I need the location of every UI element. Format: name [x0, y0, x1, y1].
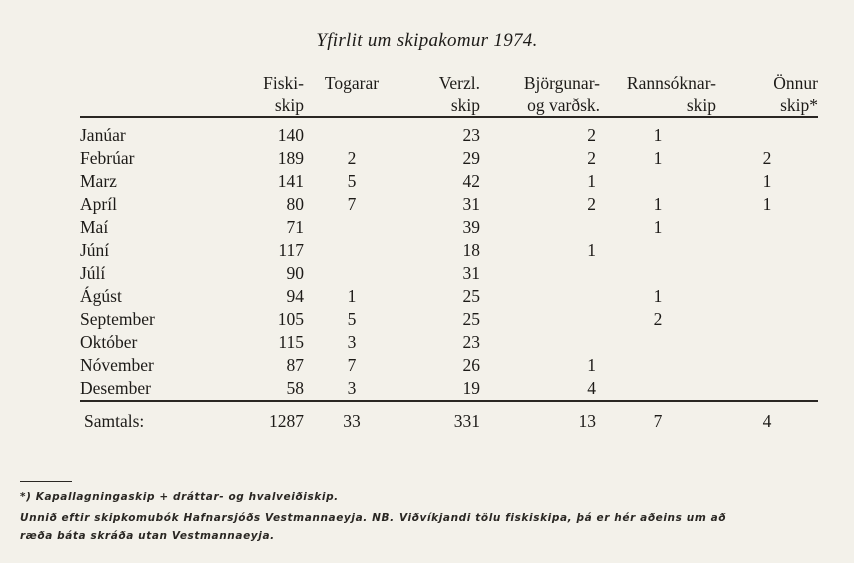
cell-togarar: 3	[347, 378, 357, 398]
cell-togarar: 1	[347, 286, 357, 306]
cell-verzlskip: 23	[462, 125, 480, 145]
cell-rannsoknar: 1	[653, 217, 663, 237]
col-header-onnur: Önnur skip*	[716, 72, 818, 117]
table-row	[80, 216, 818, 239]
cell-fiskiskip: 105	[277, 309, 304, 329]
table-row	[80, 170, 818, 193]
cell-togarar: 7	[347, 355, 357, 375]
month-cell: Marz	[80, 171, 117, 191]
cell-verzlskip: 26	[462, 355, 480, 375]
cell-verzlskip: 19	[462, 378, 480, 398]
cell-togarar	[304, 216, 400, 239]
total-fiskiskip: 1287	[234, 401, 304, 440]
totals-row	[80, 401, 818, 440]
month-cell: Ágúst	[80, 286, 122, 306]
cell-fiskiskip: 115	[278, 332, 304, 352]
cell-bjorgunar	[480, 262, 600, 285]
total-rannsoknar: 7	[600, 401, 716, 440]
table-row	[80, 262, 818, 285]
total-verzlskip: 331	[400, 401, 480, 440]
footnote-source-line2: ræða báta skráða utan Vestmannaeyja.	[20, 530, 275, 542]
cell-togarar	[304, 117, 400, 147]
cell-fiskiskip: 58	[286, 378, 304, 398]
month-cell: Október	[80, 332, 138, 352]
cell-bjorgunar	[480, 308, 600, 331]
col-header-bjorgunar: Björgunar- og varðsk.	[480, 72, 600, 117]
month-cell: Desember	[80, 378, 151, 398]
cell-fiskiskip: 189	[277, 148, 304, 168]
cell-verzlskip: 31	[462, 194, 480, 214]
month-cell: Janúar	[80, 125, 126, 145]
month-cell: Apríl	[80, 194, 117, 214]
cell-rannsoknar	[600, 377, 716, 401]
cell-rannsoknar: 2	[653, 309, 663, 329]
cell-togarar	[304, 239, 400, 262]
cell-onnur	[716, 377, 818, 401]
cell-togarar	[304, 262, 400, 285]
cell-fiskiskip: 71	[286, 217, 304, 237]
cell-verzlskip: 39	[462, 217, 480, 237]
cell-rannsoknar: 1	[653, 125, 663, 145]
cell-rannsoknar: 1	[653, 148, 663, 168]
col-header-togarar: Togarar	[304, 72, 400, 117]
total-bjorgunar: 13	[480, 401, 600, 440]
cell-verzlskip: 25	[462, 286, 480, 306]
cell-rannsoknar	[600, 262, 716, 285]
cell-fiskiskip: 80	[286, 194, 304, 214]
table-row	[80, 239, 818, 262]
cell-onnur	[716, 354, 818, 377]
table-row	[80, 308, 818, 331]
header-row	[80, 72, 818, 117]
table-row	[80, 354, 818, 377]
month-cell: Maí	[80, 217, 109, 237]
cell-togarar: 5	[347, 309, 357, 329]
table-row	[80, 117, 818, 147]
cell-togarar: 2	[347, 148, 357, 168]
cell-togarar: 3	[347, 332, 357, 352]
table-row	[80, 331, 818, 354]
cell-bjorgunar: 2	[587, 194, 596, 214]
cell-verzlskip: 29	[462, 148, 480, 168]
total-togarar: 33	[304, 401, 400, 440]
cell-onnur	[716, 216, 818, 239]
cell-fiskiskip: 90	[286, 263, 304, 283]
cell-onnur	[716, 331, 818, 354]
cell-bjorgunar: 4	[587, 378, 596, 398]
table-row	[80, 147, 818, 170]
totals-label: Samtals:	[80, 401, 234, 440]
month-cell: September	[80, 309, 155, 329]
footnote-asterisk: *) Kapallagningaskip + dráttar- og hvalveiðiskip.	[20, 491, 339, 503]
cell-onnur	[716, 262, 818, 285]
cell-fiskiskip: 94	[286, 286, 304, 306]
col-header-verzlskip: Verzl. skip	[400, 72, 480, 117]
month-cell: Nóvember	[80, 355, 154, 375]
cell-verzlskip: 42	[462, 171, 480, 191]
cell-onnur	[716, 117, 818, 147]
cell-togarar: 7	[347, 194, 357, 214]
cell-fiskiskip: 87	[286, 355, 304, 375]
cell-bjorgunar: 1	[587, 355, 596, 375]
cell-rannsoknar	[600, 331, 716, 354]
cell-onnur: 1	[762, 171, 772, 191]
month-cell: Júní	[80, 240, 110, 260]
table-row	[80, 285, 818, 308]
cell-fiskiskip: 141	[277, 171, 304, 191]
month-cell: Febrúar	[80, 148, 135, 168]
cell-bjorgunar	[480, 285, 600, 308]
page-title: Yfirlit um skipakomur 1974.	[316, 30, 538, 51]
cell-rannsoknar	[600, 239, 716, 262]
month-cell: Júlí	[80, 263, 106, 283]
cell-bjorgunar	[480, 216, 600, 239]
footnote-source-line1: Unnið eftir skipkomubók Hafnarsjóðs Vestmannaeyja. NB. Viðvíkjandi tölu fiskiskipa, þá er hér aðeins um að	[20, 512, 727, 524]
cell-bjorgunar: 1	[587, 171, 596, 191]
cell-onnur: 1	[762, 194, 772, 214]
table-body	[80, 117, 818, 401]
cell-verzlskip: 18	[462, 240, 480, 260]
table-row	[80, 377, 818, 401]
cell-rannsoknar: 1	[653, 286, 663, 306]
cell-verzlskip: 23	[462, 332, 480, 352]
ship-arrivals-table	[80, 72, 818, 440]
total-onnur: 4	[716, 401, 818, 440]
cell-bjorgunar: 2	[587, 148, 596, 168]
cell-bjorgunar	[480, 331, 600, 354]
cell-verzlskip: 31	[462, 263, 480, 283]
cell-rannsoknar	[600, 170, 716, 193]
cell-rannsoknar	[600, 354, 716, 377]
footnote-divider	[20, 481, 72, 482]
cell-bjorgunar: 1	[587, 240, 596, 260]
table-row	[80, 193, 818, 216]
month-column-header	[80, 72, 234, 117]
col-header-rannsoknar: Rannsóknar- skip	[600, 72, 716, 117]
cell-fiskiskip: 117	[278, 240, 304, 260]
cell-fiskiskip: 140	[277, 125, 304, 145]
cell-bjorgunar: 2	[587, 125, 596, 145]
cell-onnur: 2	[762, 148, 772, 168]
cell-verzlskip: 25	[462, 309, 480, 329]
cell-togarar: 5	[347, 171, 357, 191]
col-header-fiskiskip: Fiski- skip	[234, 72, 304, 117]
cell-onnur	[716, 285, 818, 308]
cell-onnur	[716, 308, 818, 331]
cell-rannsoknar: 1	[653, 194, 663, 214]
cell-onnur	[716, 239, 818, 262]
